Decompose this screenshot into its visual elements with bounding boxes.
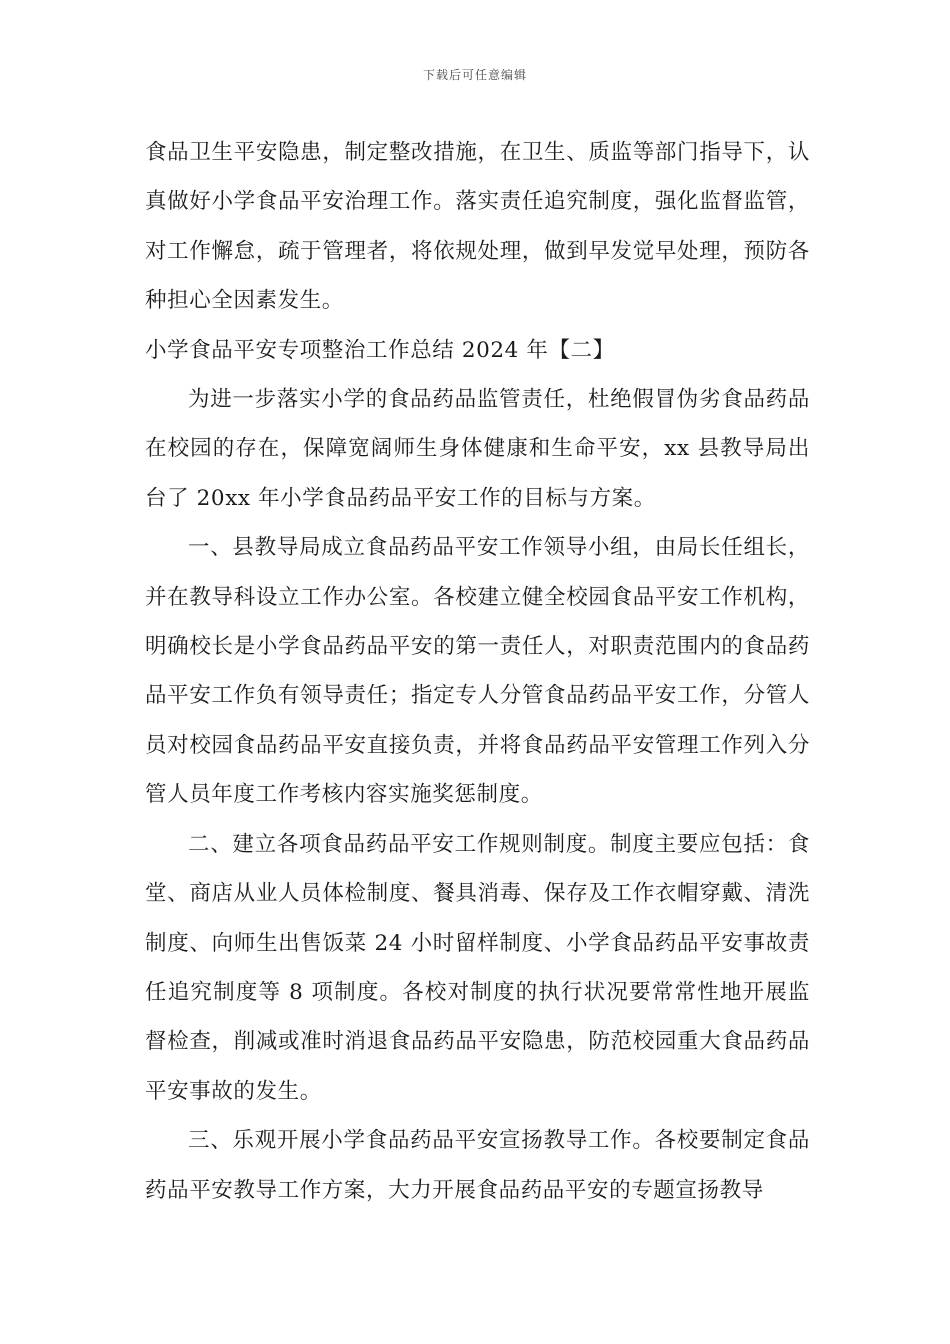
document-body bbox=[145, 128, 810, 1215]
paragraph-item-1: 一、县教导局成立食品药品平安工作领导小组，由局长任组长，并在教导科设立工作办公室。各校建立健全校园食品平安工作机构，明确校长是小学食品药品平安的第一责任人，对职责范围内的食品药品平安工作负有领导责任；指定专人分管食品药品平安工作，分管人员对校园食品药品平安直接负责，并将食品药品平安管理工作列入分管人员年度工作考核内容实施奖惩制度。 bbox=[145, 535, 810, 808]
page-header: 下载后可任意编辑 bbox=[422, 68, 527, 82]
paragraph-intro: 为进一步落实小学的食品药品监管责任，杜绝假冒伪劣食品药品在校园的存在，保障宽阔师生身体健康和生命平安，xx 县教导局出台了 20xx 年小学食品药品平安工作的目标与方案。 bbox=[145, 387, 810, 511]
section-heading: 小学食品平安专项整治工作总结 2024 年【二】 bbox=[145, 337, 615, 363]
paragraph-item-3: 三、乐观开展小学食品药品平安宣扬教导工作。各校要制定食品药品平安教导工作方案，大力开展食品药品平安的专题宣扬教导 bbox=[145, 1128, 810, 1203]
paragraph-item-2: 二、建立各项食品药品平安工作规则制度。制度主要应包括：食堂、商店从业人员体检制度、餐具消毒、保存及工作衣帽穿戴、清洗制度、向师生出售饭菜 24 小时留样制度、小学食品药品平安事故责任追究制度等 8 项制度。各校对制度的执行状况要常常性地开展监督检查，削减或准时消退食品药品平安隐患，防范校园重大食品药品平安事故的发生。 bbox=[145, 831, 810, 1104]
paragraph-continued: 食品卫生平安隐患，制定整改措施，在卫生、质监等部门指导下，认真做好小学食品平安治理工作。落实责任追究制度，强化监督监管，对工作懈怠，疏于管理者，将依规处理，做到早发觉早处理，预防各种担心全因素发生。 bbox=[145, 140, 810, 314]
